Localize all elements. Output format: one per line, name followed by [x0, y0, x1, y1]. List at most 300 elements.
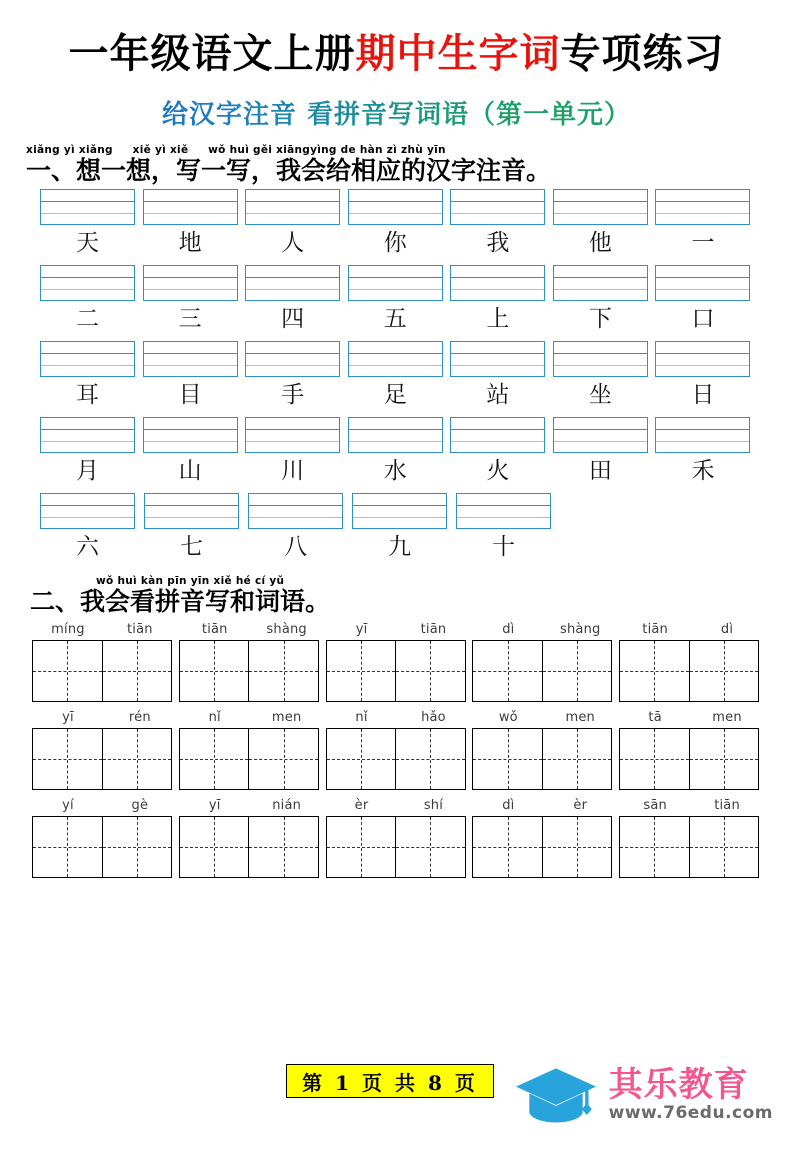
pinyin-syllable: tiān — [420, 622, 447, 637]
hanzi-cell — [348, 458, 448, 484]
pinyin-label-cell — [179, 708, 323, 728]
rule-line-upper — [451, 353, 544, 354]
hanzi-cell — [450, 230, 550, 256]
tianzige-row — [32, 728, 763, 790]
hanzi-character: 足 — [383, 382, 407, 408]
pinyin-writing-box[interactable] — [348, 189, 443, 225]
tianzige-square[interactable] — [542, 641, 612, 701]
tianzige-square[interactable] — [248, 729, 318, 789]
pinyin-writing-box[interactable] — [352, 493, 447, 529]
graduation-cap-icon — [513, 1065, 599, 1125]
rule-line-lower — [554, 213, 647, 214]
brand-logo — [513, 1052, 773, 1138]
rule-line-lower — [554, 441, 647, 442]
tianzige-square[interactable] — [248, 641, 318, 701]
rule-line-upper — [349, 429, 442, 430]
pinyin-writing-box[interactable] — [143, 341, 238, 377]
title-text-part1: 一年级语文上册 — [68, 30, 356, 77]
hanzi-character: 四 — [281, 306, 305, 332]
rule-line-upper — [656, 353, 749, 354]
rule-line-lower — [145, 517, 238, 518]
pinyin-label-cell — [32, 620, 176, 640]
tianzige-grid[interactable] — [32, 728, 172, 790]
pinyin-syllable: shàng — [560, 622, 601, 637]
rule-line-upper — [246, 429, 339, 430]
rule-line-lower — [451, 365, 544, 366]
pinyin-writing-box[interactable] — [450, 417, 545, 453]
tianzige-square[interactable] — [180, 641, 249, 701]
tianzige-square[interactable] — [620, 817, 689, 877]
hanzi-cell — [40, 230, 140, 256]
tianzige-grid[interactable] — [179, 640, 319, 702]
rule-line-upper — [41, 353, 134, 354]
pinyin-syllable: hǎo — [421, 710, 446, 725]
pinyin-label-cell — [179, 796, 323, 816]
hanzi-character: 天 — [76, 230, 99, 256]
pinyin-writing-box[interactable] — [348, 341, 443, 377]
rule-line-upper — [246, 277, 339, 278]
pinyin-label-pair — [326, 620, 470, 640]
page-subtitle: 给汉字注音 看拼音写词语（第一单元） — [0, 94, 793, 131]
tianzige-cell — [472, 640, 616, 702]
rule-line-lower — [554, 289, 647, 290]
rule-line-lower — [246, 289, 339, 290]
hanzi-character: 七 — [180, 534, 203, 560]
tianzige-grid[interactable] — [326, 728, 466, 790]
tianzige-square[interactable] — [33, 817, 102, 877]
hanzi-cell — [553, 382, 653, 408]
tianzige-cell — [179, 640, 323, 702]
rule-line-lower — [349, 365, 442, 366]
rule-line-lower — [349, 289, 442, 290]
pinyin-writing-box[interactable] — [40, 417, 135, 453]
brand-name: 其乐教育 — [608, 1065, 749, 1105]
pinyin-label-cell — [326, 620, 470, 640]
tianzige-cell — [326, 728, 470, 790]
tianzige-square[interactable] — [102, 817, 172, 877]
rule-line-upper — [656, 277, 749, 278]
rule-line-lower — [656, 289, 749, 290]
tianzige-square[interactable] — [327, 641, 396, 701]
hanzi-cell — [143, 458, 243, 484]
hanzi-character: 站 — [486, 382, 510, 408]
section2-heading — [0, 574, 793, 620]
section1-row — [40, 189, 755, 256]
tianzige-square[interactable] — [542, 729, 612, 789]
pinyin-writing-box[interactable] — [655, 417, 750, 453]
section1-row — [40, 341, 755, 408]
pinyin-syllable: èr — [573, 798, 588, 813]
hanzi-character: 水 — [383, 458, 407, 484]
pinyin-syllable: tā — [648, 710, 662, 725]
pinyin-label-pair — [326, 708, 470, 728]
pinyin-writing-box[interactable] — [655, 265, 750, 301]
rule-line-upper — [144, 277, 237, 278]
tianzige-square[interactable] — [689, 641, 759, 701]
pinyin-writing-box[interactable] — [143, 189, 238, 225]
pinyin-writing-box[interactable] — [450, 341, 545, 377]
pinyin-syllable: sān — [643, 798, 667, 813]
pinyin-syllable: dì — [502, 622, 515, 637]
hanzi-cell — [348, 306, 448, 332]
rule-line-lower — [656, 213, 749, 214]
pinyin-writing-box[interactable] — [245, 341, 340, 377]
hanzi-row — [40, 534, 755, 560]
tianzige-grid[interactable] — [326, 640, 466, 702]
hanzi-cell — [348, 382, 448, 408]
pinyin-label-cell — [472, 796, 616, 816]
tianzige-cell — [326, 816, 470, 878]
rule-line-lower — [41, 213, 134, 214]
pinyin-cell — [245, 189, 345, 225]
pinyin-syllable: men — [712, 710, 742, 725]
hanzi-character: 九 — [388, 534, 411, 560]
pinyin-syllable: dì — [502, 798, 515, 813]
rule-line-lower — [353, 517, 446, 518]
rule-line-upper — [41, 429, 134, 430]
pinyin-syllable: míng — [51, 622, 85, 637]
pinyin-writing-box[interactable] — [143, 417, 238, 453]
pinyin-syllable: tiān — [642, 622, 668, 637]
hanzi-character: 火 — [486, 458, 510, 484]
pinyin-writing-box[interactable] — [40, 189, 135, 225]
hanzi-cell — [245, 382, 345, 408]
pinyin-writing-box[interactable] — [348, 265, 443, 301]
pinyin-label-row — [32, 796, 763, 816]
rule-line-lower — [144, 365, 237, 366]
hanzi-character: 五 — [383, 306, 407, 332]
rule-line-lower — [451, 213, 544, 214]
pinyin-writing-box[interactable] — [450, 265, 545, 301]
rule-line-lower — [144, 441, 237, 442]
hanzi-cell — [40, 382, 140, 408]
pinyin-cell — [248, 493, 349, 529]
rule-line-upper — [144, 201, 237, 202]
pinyin-label-pair — [326, 796, 470, 816]
hanzi-character: 地 — [178, 230, 202, 256]
rule-line-lower — [246, 365, 339, 366]
rule-line-upper — [554, 353, 647, 354]
title-text-highlight: 期中生字词 — [355, 30, 561, 77]
section2-exercise-area — [0, 620, 793, 878]
pinyin-writing-box[interactable] — [245, 265, 340, 301]
rule-line-upper — [246, 353, 339, 354]
pinyin-label-cell — [326, 796, 470, 816]
page-number-badge: 第 1 页 共 8 页 — [286, 1064, 494, 1098]
hanzi-cell — [655, 458, 755, 484]
tianzige-grid[interactable] — [472, 728, 612, 790]
hanzi-cell — [450, 382, 550, 408]
hanzi-cell — [245, 306, 345, 332]
tianzige-cell — [326, 640, 470, 702]
hanzi-character: 他 — [588, 230, 612, 256]
tianzige-cell — [32, 640, 176, 702]
pinyin-cell — [553, 265, 653, 301]
pinyin-syllable: yī — [355, 622, 368, 637]
pinyin-writing-box[interactable] — [40, 341, 135, 377]
pinyin-writing-box[interactable] — [553, 265, 648, 301]
tianzige-square[interactable] — [473, 817, 542, 877]
pinyin-writing-box[interactable] — [245, 189, 340, 225]
pinyin-syllable: yī — [208, 798, 221, 813]
hanzi-character: 坐 — [588, 382, 612, 408]
tianzige-square[interactable] — [473, 641, 542, 701]
tianzige-cell — [32, 728, 176, 790]
hanzi-cell — [450, 306, 550, 332]
rule-line-lower — [249, 517, 342, 518]
pinyin-cell — [40, 341, 140, 377]
pinyin-label-pair — [619, 620, 763, 640]
pinyin-syllable: shàng — [266, 622, 307, 637]
rule-line-upper — [451, 429, 544, 430]
tianzige-square[interactable] — [395, 641, 465, 701]
pinyin-label-cell — [619, 708, 763, 728]
rule-line-lower — [144, 289, 237, 290]
tianzige-grid[interactable] — [619, 816, 759, 878]
pinyin-cell — [144, 493, 245, 529]
rule-line-lower — [144, 213, 237, 214]
pinyin-syllable: men — [271, 710, 302, 725]
rule-line-lower — [451, 289, 544, 290]
tianzige-cell — [179, 728, 323, 790]
tianzige-square[interactable] — [620, 641, 689, 701]
pinyin-box-row — [40, 265, 755, 301]
hanzi-character: 一 — [691, 230, 715, 256]
tianzige-square[interactable] — [473, 729, 542, 789]
hanzi-character: 月 — [76, 458, 99, 484]
pinyin-writing-box[interactable] — [655, 189, 750, 225]
section1-pinyin-group-2: xiě yì xiě — [132, 144, 189, 156]
tianzige-cell — [619, 640, 763, 702]
pinyin-cell — [40, 417, 140, 453]
rule-line-lower — [41, 517, 134, 518]
rule-line-lower — [41, 289, 134, 290]
rule-line-upper — [656, 429, 749, 430]
pinyin-label-cell — [32, 708, 176, 728]
pinyin-box-row — [40, 341, 755, 377]
pinyin-syllable: tiān — [127, 622, 153, 637]
pinyin-label-cell — [619, 620, 763, 640]
rule-line-lower — [246, 213, 339, 214]
pinyin-syllable: dì — [720, 622, 734, 637]
section1-row — [40, 265, 755, 332]
pinyin-label-cell — [472, 708, 616, 728]
pinyin-label-cell — [32, 796, 176, 816]
tianzige-grid[interactable] — [619, 640, 759, 702]
tianzige-grid[interactable] — [179, 728, 319, 790]
section1-heading — [0, 143, 793, 189]
rule-line-lower — [451, 441, 544, 442]
hanzi-cell — [40, 534, 141, 560]
pinyin-writing-box[interactable] — [553, 189, 648, 225]
pinyin-label-pair — [619, 796, 763, 816]
brand-url: www.76edu.com — [608, 1103, 773, 1123]
hanzi-cell — [456, 534, 557, 560]
tianzige-square[interactable] — [689, 817, 759, 877]
pinyin-syllable: rén — [128, 710, 151, 725]
hanzi-cell — [655, 230, 755, 256]
pinyin-label-cell — [472, 620, 616, 640]
rule-line-upper — [144, 353, 237, 354]
pinyin-cell — [143, 265, 243, 301]
pinyin-cell — [348, 189, 448, 225]
tianzige-grid[interactable] — [619, 728, 759, 790]
tianzige-square[interactable] — [102, 641, 172, 701]
tianzige-cell — [472, 728, 616, 790]
pinyin-cell — [655, 341, 755, 377]
rule-line-lower — [246, 441, 339, 442]
pinyin-cell — [143, 189, 243, 225]
hanzi-cell — [143, 306, 243, 332]
pinyin-writing-box[interactable] — [456, 493, 551, 529]
hanzi-character: 六 — [76, 534, 99, 560]
pinyin-label-row — [32, 620, 763, 640]
pinyin-cell — [245, 417, 345, 453]
tianzige-grid[interactable] — [326, 816, 466, 878]
tianzige-square[interactable] — [248, 817, 318, 877]
tianzige-square[interactable] — [689, 729, 759, 789]
hanzi-row — [40, 306, 755, 332]
pinyin-writing-box[interactable] — [553, 417, 648, 453]
rule-line-upper — [451, 201, 544, 202]
tianzige-square[interactable] — [33, 729, 102, 789]
section2-pinyin-group-1: wǒ huì kàn pīn yīn xiě hé cí yǔ — [96, 575, 285, 587]
pinyin-writing-box[interactable] — [245, 417, 340, 453]
hanzi-character: 三 — [178, 306, 202, 332]
tianzige-cell — [472, 816, 616, 878]
rule-line-upper — [349, 277, 442, 278]
pinyin-writing-box[interactable] — [655, 341, 750, 377]
pinyin-syllable: èr — [354, 798, 369, 813]
pinyin-cell — [553, 417, 653, 453]
pinyin-syllable: gè — [131, 798, 149, 813]
pinyin-label-pair — [32, 796, 176, 816]
hanzi-cell — [40, 306, 140, 332]
section1-pinyin-group-3: wǒ huì gěi xiāngyìng de hàn zì zhù yīn — [208, 144, 446, 156]
rule-line-upper — [144, 429, 237, 430]
tianzige-square[interactable] — [180, 729, 249, 789]
rule-line-upper — [353, 505, 446, 506]
hanzi-cell — [245, 230, 345, 256]
pinyin-writing-box[interactable] — [40, 493, 135, 529]
rule-line-lower — [41, 441, 134, 442]
pinyin-cell — [553, 341, 653, 377]
tianzige-square[interactable] — [395, 817, 465, 877]
pinyin-syllable: men — [565, 710, 595, 725]
pinyin-label-cell — [326, 708, 470, 728]
hanzi-cell — [348, 230, 448, 256]
pinyin-syllable: wǒ — [498, 710, 518, 725]
rule-line-upper — [656, 201, 749, 202]
hanzi-character: 你 — [383, 230, 407, 256]
pinyin-label-pair — [619, 708, 763, 728]
pinyin-writing-box[interactable] — [248, 493, 343, 529]
pinyin-writing-box[interactable] — [348, 417, 443, 453]
pinyin-cell — [655, 417, 755, 453]
pinyin-syllable: shí — [423, 798, 444, 813]
pinyin-cell — [348, 265, 448, 301]
rule-line-upper — [246, 201, 339, 202]
pinyin-syllable: tiān — [201, 622, 228, 637]
pinyin-label-pair — [472, 796, 616, 816]
hanzi-cell — [553, 306, 653, 332]
section1-exercise-area — [0, 189, 793, 560]
hanzi-character: 人 — [281, 230, 305, 256]
section2-row — [32, 708, 763, 790]
rule-line-upper — [554, 201, 647, 202]
hanzi-character: 田 — [588, 458, 612, 484]
tianzige-cell — [619, 728, 763, 790]
tianzige-square[interactable] — [620, 729, 689, 789]
tianzige-square[interactable] — [542, 817, 612, 877]
hanzi-cell — [655, 382, 755, 408]
hanzi-character: 我 — [486, 230, 510, 256]
tianzige-square[interactable] — [102, 729, 172, 789]
brand-text-block — [609, 1067, 773, 1123]
tianzige-grid[interactable] — [472, 640, 612, 702]
title-text-part2: 专项练习 — [560, 30, 725, 77]
hanzi-character: 禾 — [691, 458, 715, 484]
rule-line-upper — [349, 353, 442, 354]
pinyin-cell — [348, 341, 448, 377]
tianzige-cell — [179, 816, 323, 878]
tianzige-square[interactable] — [33, 641, 102, 701]
rule-line-lower — [41, 365, 134, 366]
hanzi-character: 日 — [691, 382, 715, 408]
section1-row — [40, 493, 755, 560]
tianzige-grid[interactable] — [179, 816, 319, 878]
section1-title: 一、想一想，写一写，我会给相应的汉字注音。 — [26, 156, 552, 185]
hanzi-cell — [144, 534, 245, 560]
tianzige-square[interactable] — [327, 729, 396, 789]
tianzige-grid[interactable] — [472, 816, 612, 878]
tianzige-grid[interactable] — [32, 640, 172, 702]
hanzi-row — [40, 382, 755, 408]
hanzi-cell — [248, 534, 349, 560]
pinyin-label-pair — [179, 708, 323, 728]
pinyin-label-cell — [179, 620, 323, 640]
pinyin-cell — [143, 341, 243, 377]
tianzige-row — [32, 816, 763, 878]
pinyin-label-pair — [179, 620, 323, 640]
tianzige-square[interactable] — [395, 729, 465, 789]
pinyin-writing-box[interactable] — [144, 493, 239, 529]
section1-row — [40, 417, 755, 484]
tianzige-cell — [32, 816, 176, 878]
hanzi-character: 耳 — [76, 382, 99, 408]
pinyin-cell — [245, 265, 345, 301]
tianzige-grid[interactable] — [32, 816, 172, 878]
hanzi-character: 八 — [284, 534, 307, 560]
pinyin-syllable: nián — [272, 798, 302, 813]
pinyin-writing-box[interactable] — [143, 265, 238, 301]
hanzi-character: 目 — [178, 382, 202, 408]
pinyin-label-cell — [619, 796, 763, 816]
hanzi-row — [40, 458, 755, 484]
hanzi-character: 十 — [492, 534, 515, 560]
tianzige-square[interactable] — [180, 817, 249, 877]
hanzi-cell — [143, 382, 243, 408]
pinyin-cell — [553, 189, 653, 225]
section2-title: 二、我会看拼音写和词语。 — [30, 587, 331, 616]
hanzi-cell — [40, 458, 140, 484]
pinyin-writing-box[interactable] — [40, 265, 135, 301]
rule-line-upper — [554, 277, 647, 278]
tianzige-square[interactable] — [327, 817, 396, 877]
pinyin-writing-box[interactable] — [553, 341, 648, 377]
pinyin-writing-box[interactable] — [450, 189, 545, 225]
section1-pinyin-group-1: xiǎng yì xiǎng — [26, 144, 113, 156]
